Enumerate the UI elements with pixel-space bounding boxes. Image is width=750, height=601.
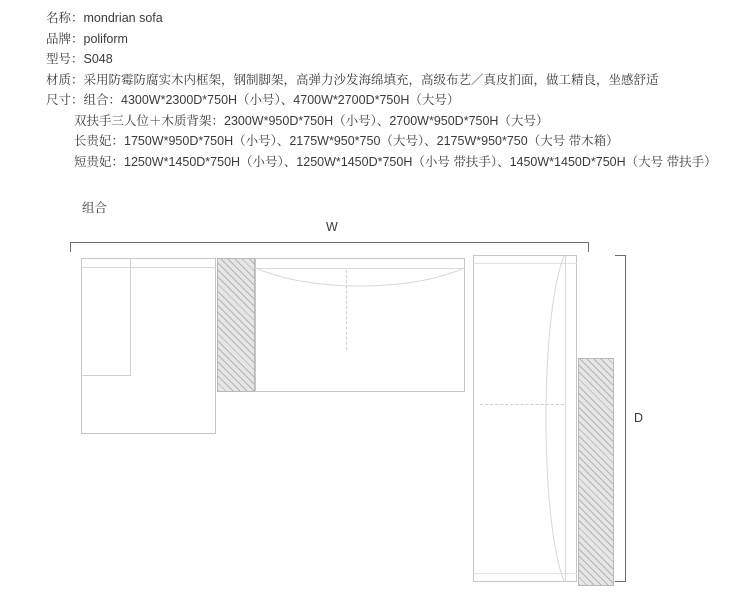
material: 材质：采用防霉防腐实木内框架，钢制脚架，高弹力沙发海绵填充，高级布艺／真皮扪面，做工精良，坐感舒适	[46, 72, 659, 87]
product-name: 名称：mondrian sofa	[46, 11, 163, 25]
width-tick-right	[588, 242, 589, 252]
product-spec-list	[46, 8, 736, 172]
size-short-chaise: 短贵妃：1250W*1450D*750H（小号）、1250W*1450D*750H（小号 带扶手）、1450W*1450D*750H（大号 带扶手）	[74, 154, 717, 169]
long-chaise-cushion-curve	[532, 256, 566, 581]
short-chaise-seat-cushion	[81, 258, 131, 376]
three-seat-cushion-curve	[256, 266, 464, 292]
right-armrest-hatched	[578, 358, 614, 586]
width-dimension-line	[70, 242, 589, 243]
sofa-plan-diagram	[0, 218, 750, 601]
long-chaise-center-dash	[480, 404, 564, 405]
depth-dimension-label: D	[634, 411, 644, 425]
size: 尺寸：组合：4300W*2300D*750H（小号）、4700W*2700D*750H（大号）	[46, 93, 460, 107]
long-chaise-back-strip	[565, 255, 577, 582]
depth-tick-top	[615, 255, 626, 256]
brand: 品牌：poliform	[46, 31, 128, 46]
depth-tick-bottom	[615, 581, 626, 582]
left-armrest-hatched	[217, 258, 255, 392]
size-three-seat: 双扶手三人位＋木质背架：2300W*950D*750H（小号）、2700W*950D*750H（大号）	[74, 113, 549, 128]
width-tick-left	[70, 242, 71, 252]
depth-dimension-line	[625, 255, 626, 582]
model: 型号：S048	[46, 52, 113, 66]
section-title-combination: 组合	[82, 201, 108, 215]
three-seat-cushion-divider	[346, 270, 348, 350]
width-dimension-label: W	[326, 220, 338, 234]
size-long-chaise: 长贵妃：1750W*950D*750H（小号）、2175W*950*750（大号）、2175W*950*750（大号 带木箱）	[74, 134, 619, 148]
